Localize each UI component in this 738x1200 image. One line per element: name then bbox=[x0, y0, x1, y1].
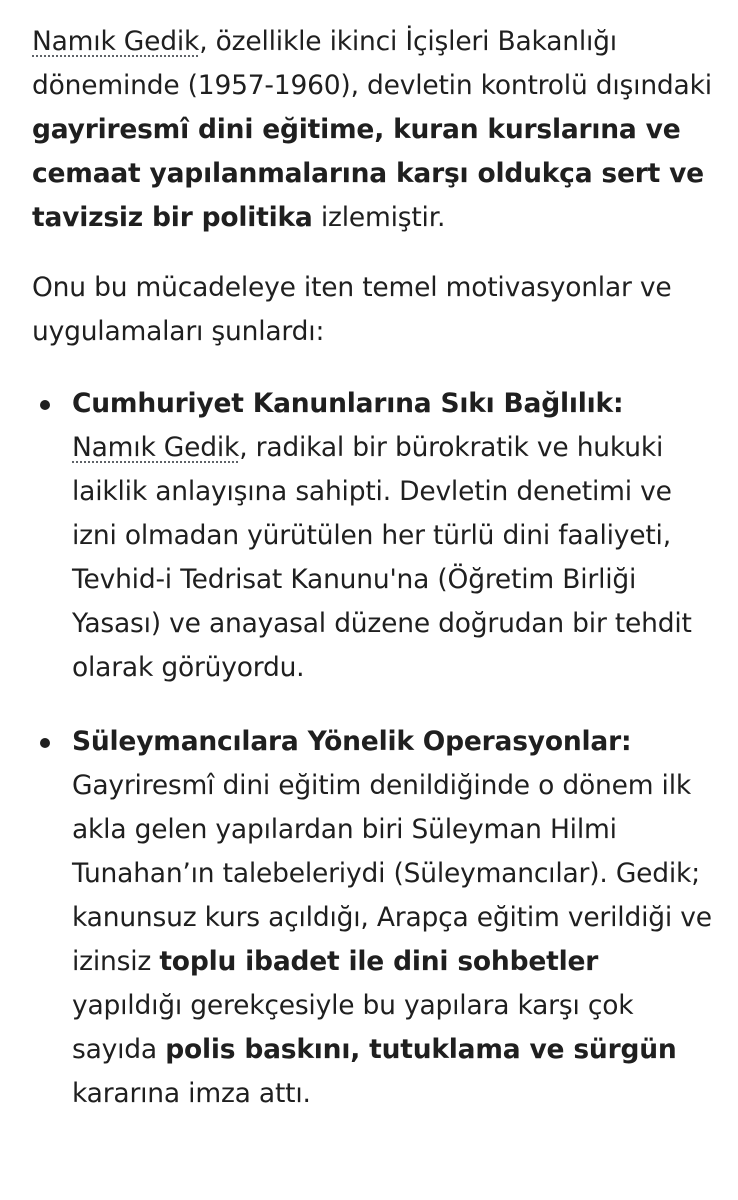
person-link-namik-gedik[interactable]: Namık Gedik bbox=[32, 26, 200, 57]
list-item bbox=[32, 720, 714, 1116]
intro-paragraph bbox=[32, 20, 714, 240]
person-link-namik-gedik[interactable]: Namık Gedik bbox=[72, 432, 240, 463]
list-item-bold-text: polis baskını, tutuklama ve sürgün bbox=[165, 1034, 677, 1065]
bullet-icon bbox=[40, 400, 50, 410]
bullet-icon bbox=[40, 738, 50, 748]
list-item-text: kararına imza attı. bbox=[72, 1078, 311, 1109]
list-item bbox=[32, 382, 714, 690]
list-item-text: , radikal bir bürokratik ve hukuki laiklik anlayışına sahipti. Devletin denetimi ve izni olmadan yürütülen her türlü dini faaliyeti, Tevhid-i Tedrisat Kanunu'na (Öğretim Birliği Yasası) ve anayasal düzene doğrudan bir tehdit olarak görüyordu. bbox=[72, 432, 692, 683]
list-item-bold-text: toplu ibadet ile dini sohbetler bbox=[159, 946, 599, 977]
list-item-text: Gayriresmî dini eğitim denildiğinde o dönem ilk akla gelen yapılardan biri Süleyman Hilmi Tunahan’ın talebeleriydi (Süleymancılar). Gedik; kanunsuz kurs açıldığı, Arapça eğitim verildiği ve izinsiz bbox=[72, 770, 712, 977]
intro-text-part-2: izlemiştir. bbox=[312, 202, 446, 233]
lead-paragraph: Onu bu mücadeleye iten temel motivasyonlar ve uygulamaları şunlardı: bbox=[32, 272, 672, 347]
list-item-heading: Süleymancılara Yönelik Operasyonlar: bbox=[72, 726, 632, 757]
bullet-list bbox=[32, 382, 714, 1116]
list-item-text: yapıldığı gerekçesiyle bu yapılara karşı çok sayıda bbox=[72, 990, 634, 1065]
intro-text-part-1: , özellikle ikinci İçişleri Bakanlığı döneminde (1957-1960), devletin kontrolü dışındaki bbox=[32, 26, 712, 101]
intro-bold-text: gayriresmî dini eğitime, kuran kurslarına ve cemaat yapılanmalarına karşı oldukça sert ve tavizsiz bir politika bbox=[32, 114, 704, 233]
list-item-heading: Cumhuriyet Kanunlarına Sıkı Bağlılık: bbox=[72, 388, 624, 419]
